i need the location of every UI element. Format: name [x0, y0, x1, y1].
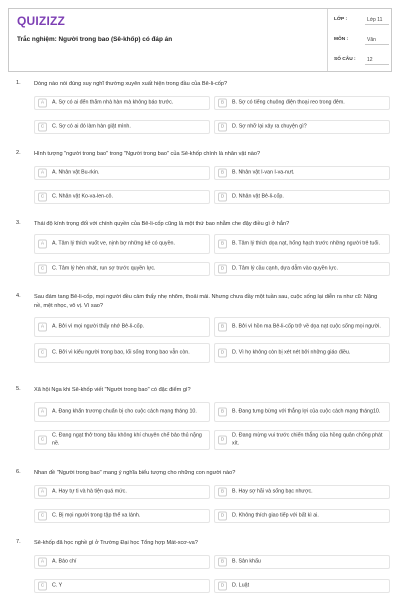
option-d[interactable]	[214, 190, 390, 204]
option-a[interactable]	[34, 402, 210, 422]
worksheet-header	[8, 8, 392, 72]
question-text: Xã hội Nga khi Sê-khốp viết "Người trong bao" có đặc điểm gì?	[34, 387, 191, 393]
question-number: 1.	[16, 80, 21, 86]
option-b[interactable]	[214, 485, 390, 499]
option-text: D. Nhân vật Bê-li-cốp.	[232, 193, 284, 200]
question-number: 7.	[16, 539, 21, 545]
option-text: C. Bởi vì kiểu người trong bao, lối sống trong bao vẫn còn.	[52, 349, 190, 356]
option-letter-badge: D	[218, 436, 227, 445]
option-text: A. Nhân vật Bu-rkin.	[52, 169, 100, 176]
option-a[interactable]	[34, 317, 210, 337]
option-text: A. Hay tự ti và hà tiện quá mức.	[52, 488, 127, 495]
question-number: 3.	[16, 220, 21, 226]
option-text: A. Báo chí	[52, 558, 77, 565]
meta-value: Văn	[365, 33, 389, 45]
option-d[interactable]	[214, 262, 390, 276]
option-b[interactable]	[214, 555, 390, 569]
option-d[interactable]	[214, 343, 390, 363]
option-text: B. Hay sợ hãi và sống bạc nhược.	[232, 488, 313, 495]
option-letter-badge: B	[218, 240, 227, 249]
meta-panel	[327, 9, 393, 71]
option-letter-badge: D	[218, 512, 227, 521]
question-number: 2.	[16, 150, 21, 156]
question-text: Sau đám tang Bê-li-cốp, mọi người đều cảm thấy nhẹ nhõm, thoải mái. Nhưng chưa đầy một tuần sau, cuộc sống lại diễn ra như cũ: Nặng nề, mệt nhọc, vô vị. Vì sao?	[34, 294, 378, 309]
option-a[interactable]	[34, 96, 210, 110]
option-a[interactable]	[34, 166, 210, 180]
option-letter-badge: B	[218, 99, 227, 108]
quizizz-logo: QUIZIZZ	[17, 14, 66, 28]
option-letter-badge: A	[38, 240, 47, 249]
meta-value: Lớp 11	[365, 13, 389, 25]
meta-label: MÔN :	[334, 37, 349, 42]
question-text: Hình tượng "người trong bao" trong "Người trong bao" của Sê-khốp chính là nhân vật nào?	[34, 151, 261, 157]
option-letter-badge: A	[38, 169, 47, 178]
option-d[interactable]	[214, 579, 390, 593]
option-text: C. Đang ngạt thở trong bầu không khí chuyên chế bảo thủ nặng nề.	[52, 432, 202, 446]
option-text: C. Nhân vật Ko-va-len-cô.	[52, 193, 113, 200]
option-letter-badge: A	[38, 558, 47, 567]
option-text: C. Bị mọi người trong tập thể xa lánh.	[52, 512, 141, 519]
option-c[interactable]	[34, 190, 210, 204]
option-letter-badge: A	[38, 99, 47, 108]
option-text: B. Tâm lý thích dọa nạt, hống hạch trước những người trẻ tuổi.	[232, 240, 380, 247]
option-b[interactable]	[214, 96, 390, 110]
option-text: B. Đang tưng bừng với thắng lợi của cuộc cách mạng tháng10.	[232, 408, 381, 415]
question-number: 4.	[16, 293, 21, 299]
option-text: D. Đang mừng vui trước chiến thắng của hồng quân chống phát xít.	[232, 432, 383, 446]
option-a[interactable]	[34, 234, 210, 254]
question-number: 6.	[16, 469, 21, 475]
option-letter-badge: A	[38, 408, 47, 417]
option-letter-badge: C	[38, 512, 47, 521]
option-text: C. Sợ có ai đó làm hàn giật mình.	[52, 123, 131, 130]
question-text: Sê-khốp đã học nghề gì ở Trường Đại học Tổng hợp Mát-xcơ-va?	[34, 540, 198, 546]
meta-row-count	[328, 51, 394, 69]
option-letter-badge: B	[218, 169, 227, 178]
option-text: A. Bởi vì mọi người thấy nhớ Bê-li-cốp.	[52, 323, 144, 330]
option-letter-badge: C	[38, 582, 47, 591]
option-letter-badge: B	[218, 408, 227, 417]
option-letter-badge: B	[218, 323, 227, 332]
question-text: Nhan đề "Người trong bao" mang ý nghĩa biểu tượng cho những con người nào?	[34, 470, 236, 476]
option-text: B. Sợ có tiếng chuông điện thoại reo trong đêm.	[232, 99, 345, 106]
question-text: Dòng nào nói đúng suy nghĩ thường xuyên xuất hiện trong đầu của Bê-li-cốp?	[34, 81, 228, 87]
option-letter-badge: C	[38, 123, 47, 132]
option-b[interactable]	[214, 234, 390, 254]
option-a[interactable]	[34, 485, 210, 499]
option-text: A. Sợ có ai đến thăm nhà hàn mà không báo trước.	[52, 99, 174, 106]
option-letter-badge: A	[38, 323, 47, 332]
option-text: C. Tâm lý hèn nhát, run sợ trước quyền lực.	[52, 265, 156, 272]
option-b[interactable]	[214, 402, 390, 422]
option-d[interactable]	[214, 120, 390, 134]
option-text: D. Luật	[232, 582, 250, 589]
option-text: A. Đang khẩn trương chuẩn bị cho cuộc cách mạng tháng 10.	[52, 408, 197, 415]
option-d[interactable]	[214, 509, 390, 523]
option-c[interactable]	[34, 262, 210, 276]
option-letter-badge: B	[218, 488, 227, 497]
option-text: B. Nhân vật I-van I-va-nưt.	[232, 169, 295, 176]
option-letter-badge: B	[218, 558, 227, 567]
option-text: D. Vì họ không còn bị xét nét bởi những giáo điều.	[232, 349, 351, 356]
question-number: 5.	[16, 386, 21, 392]
option-text: B. Bởi vì hồn ma Bê-li-cốp trở về dọa nạt cuộc sống mọi người.	[232, 323, 381, 330]
option-text: D. Không thích giao tiếp với bất kì ai.	[232, 512, 319, 519]
option-text: B. Sân khấu	[232, 558, 261, 565]
meta-label: SỐ CÂU :	[334, 57, 356, 62]
page-title: Trắc nghiệm: Người trong bao (Sê-khốp) có đáp án	[17, 36, 173, 43]
option-letter-badge: D	[218, 349, 227, 358]
meta-row-class	[328, 11, 394, 29]
option-letter-badge: D	[218, 193, 227, 202]
option-letter-badge: A	[38, 488, 47, 497]
option-a[interactable]	[34, 555, 210, 569]
meta-label: LỚP :	[334, 17, 348, 22]
option-c[interactable]	[34, 430, 210, 450]
question-text: Thái độ kính trọng đối với chính quyền của Bê-li-cốp cũng là một thứ bao nhằm che đậy điều gì ở hắn?	[34, 221, 290, 227]
option-text: A. Tâm lý thích vuốt ve, nịnh bợ những kẻ có quyền.	[52, 240, 175, 247]
option-letter-badge: D	[218, 582, 227, 591]
option-text: D. Tâm lý cầu cạnh, dựa dẫm vào quyền lực.	[232, 265, 338, 272]
option-letter-badge: D	[218, 265, 227, 274]
option-d[interactable]	[214, 430, 390, 450]
option-letter-badge: C	[38, 193, 47, 202]
meta-value: 12	[365, 53, 389, 65]
option-c[interactable]	[34, 343, 210, 363]
option-letter-badge: D	[218, 123, 227, 132]
option-c[interactable]	[34, 120, 210, 134]
option-text: D. Sợ nhỡ lại xảy ra chuyện gì?	[232, 123, 307, 130]
option-b[interactable]	[214, 166, 390, 180]
option-b[interactable]	[214, 317, 390, 337]
option-text: C. Y	[52, 582, 63, 589]
option-letter-badge: C	[38, 265, 47, 274]
option-letter-badge: C	[38, 436, 47, 445]
option-c[interactable]	[34, 579, 210, 593]
option-c[interactable]	[34, 509, 210, 523]
option-letter-badge: C	[38, 349, 47, 358]
meta-row-subject	[328, 31, 394, 49]
